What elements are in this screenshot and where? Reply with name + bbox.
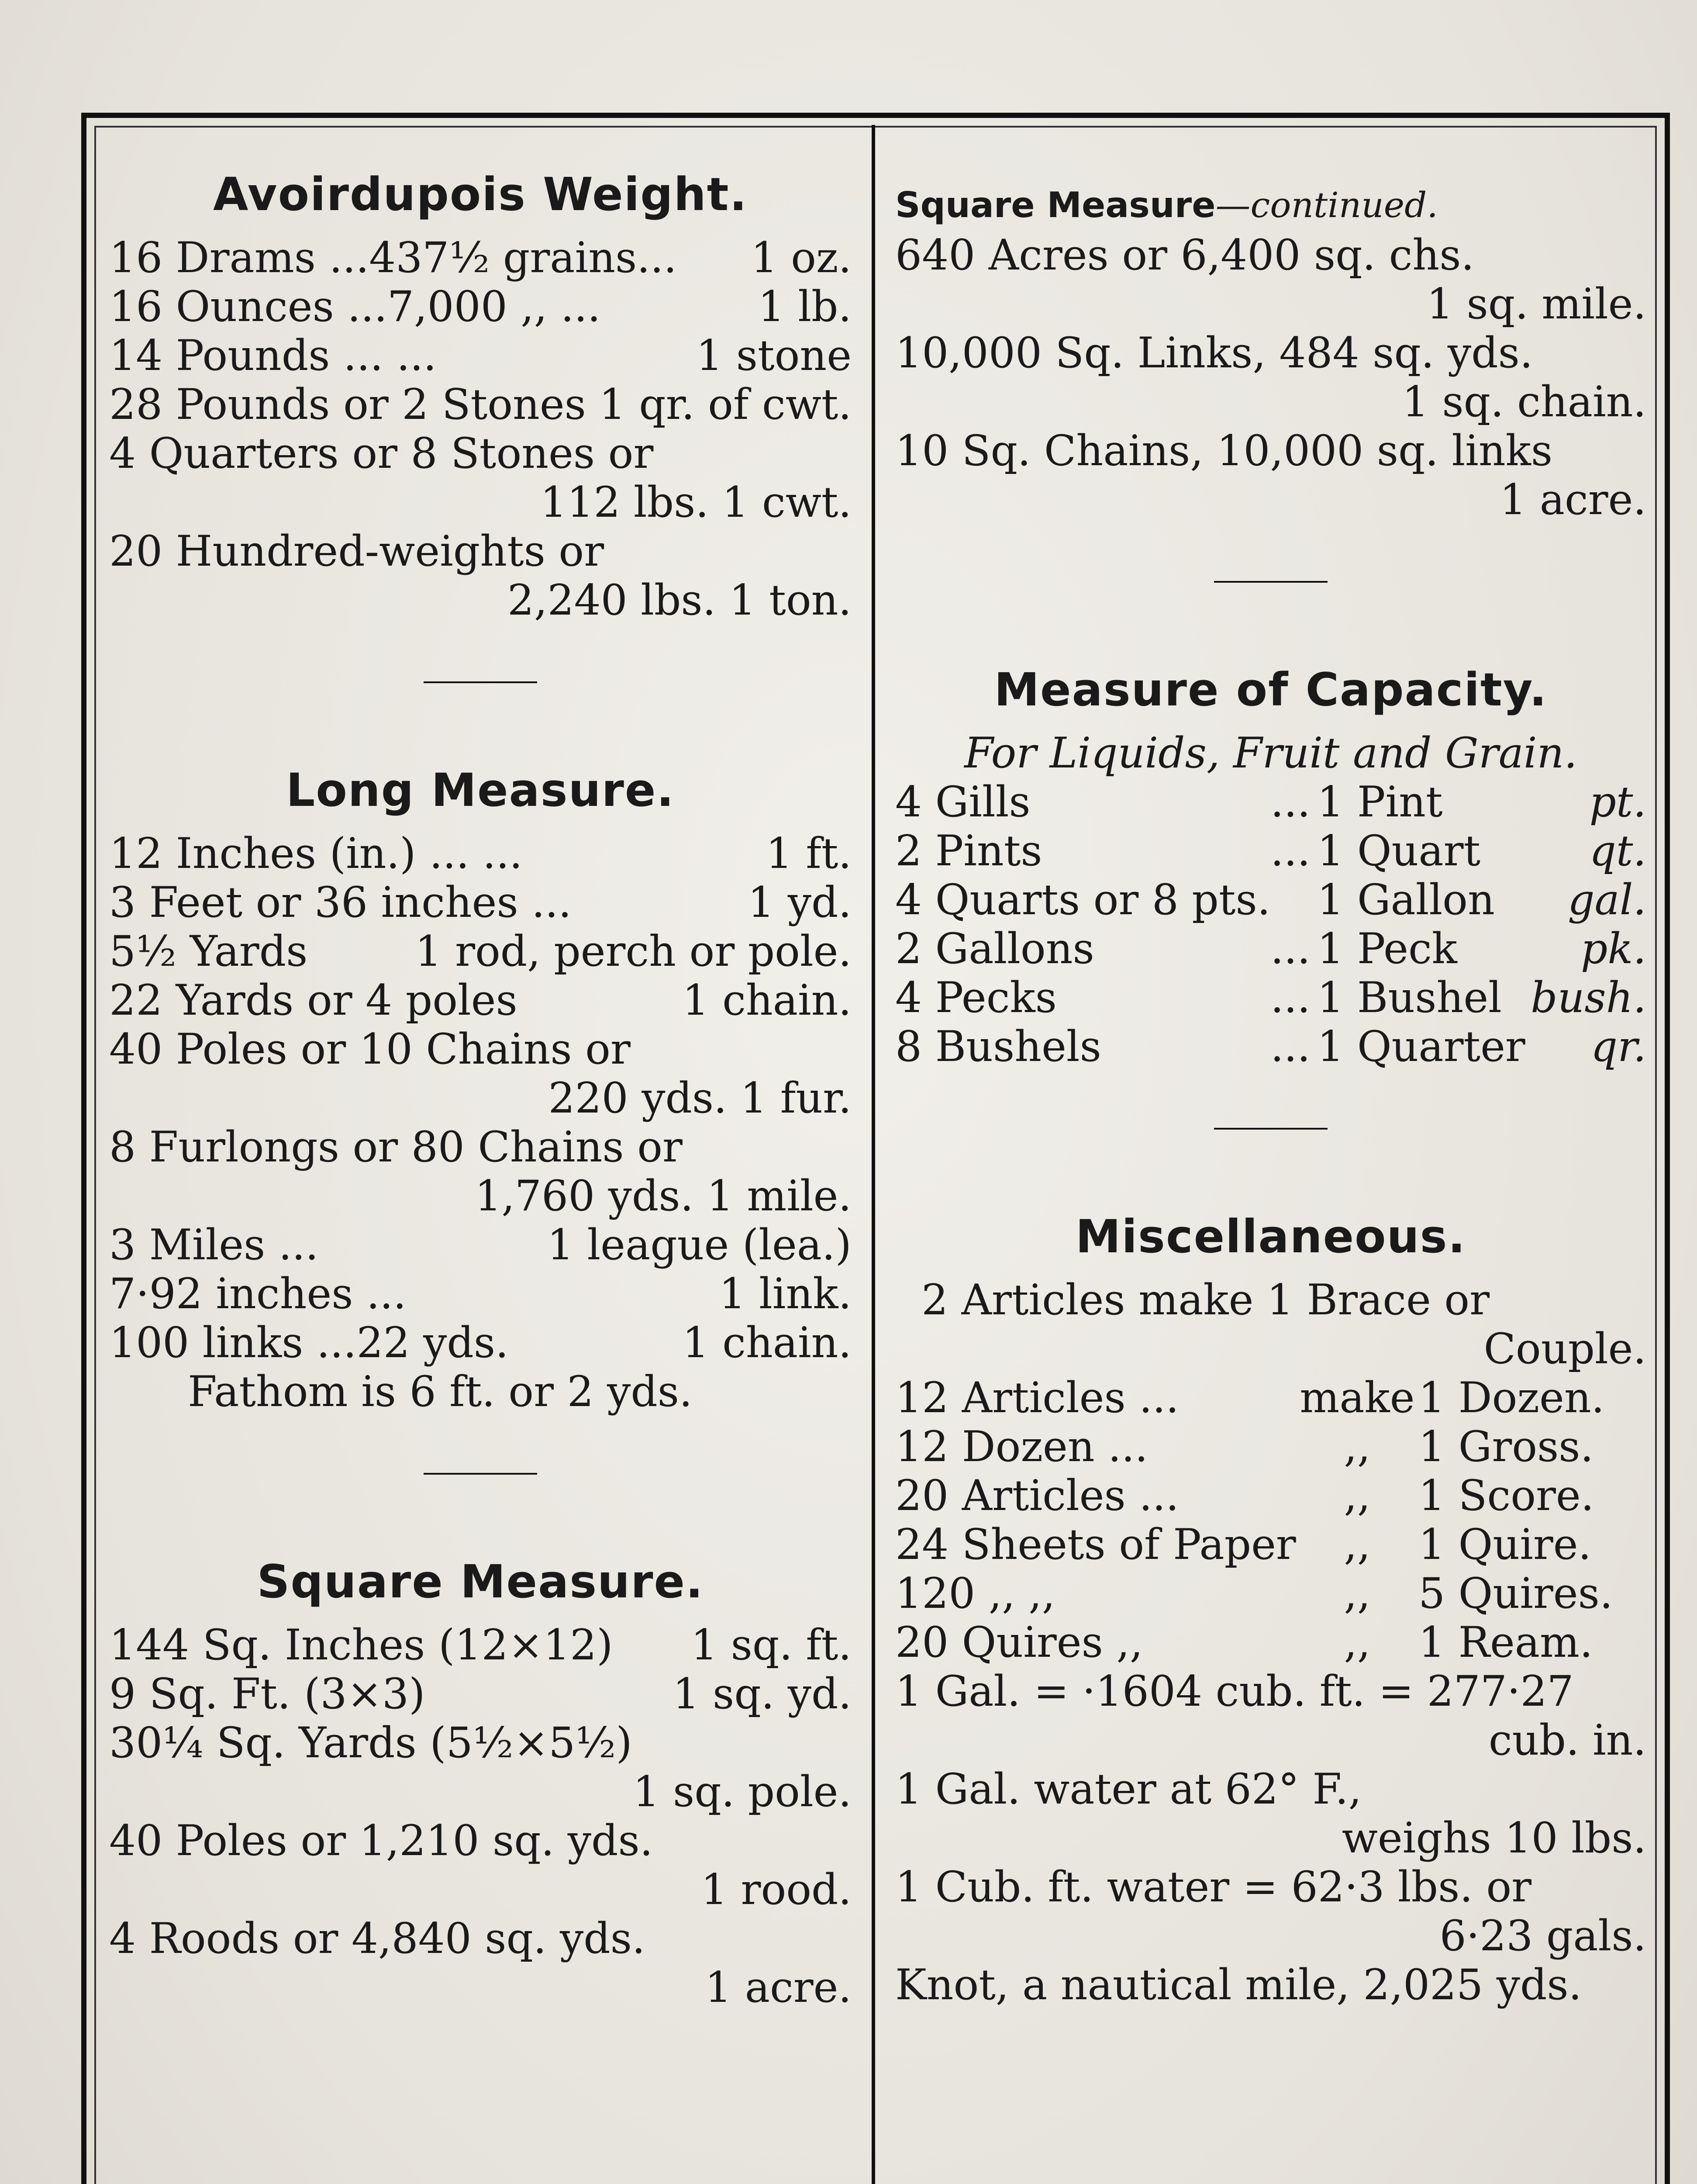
table-row	[109, 1318, 852, 1367]
table-cell: 2 Pints	[895, 826, 1042, 875]
table-cell: ,,	[1344, 1618, 1371, 1667]
table-row	[109, 1963, 852, 2012]
table-row	[109, 1074, 852, 1123]
row-right: 1 league (lea.)	[547, 1220, 852, 1269]
row-right: 1 stone	[696, 331, 852, 380]
square-measure-table	[109, 1621, 852, 2012]
avoirdupois-table	[109, 233, 852, 625]
table-cell: ...	[1270, 924, 1311, 973]
left-column	[109, 166, 852, 2012]
table-row	[895, 231, 1646, 280]
row-left	[895, 377, 1402, 426]
table-cell: 20 Quires ,,	[895, 1618, 1143, 1667]
table-row	[109, 1621, 852, 1669]
row-right: 1 rod, perch or pole.	[415, 927, 852, 976]
table-cell: 4 Pecks	[895, 973, 1057, 1022]
table-cell: 1 Quart	[1317, 826, 1481, 875]
table-cell: bush.	[1531, 973, 1646, 1022]
table-cell: 8 Bushels	[895, 1022, 1101, 1071]
row-right: 1 ft.	[766, 829, 852, 878]
capacity-table	[895, 778, 1646, 1071]
column-divider	[872, 125, 875, 2184]
row-right: 1 link.	[719, 1269, 852, 1318]
long-measure-heading: Long Measure.	[286, 764, 675, 817]
table-row	[109, 1718, 852, 1767]
table-row	[109, 1171, 852, 1220]
table-row	[109, 1669, 852, 1718]
table-row	[895, 1569, 1646, 1618]
table-row	[895, 826, 1646, 875]
row-left: 16 Drams ...437½ grains...	[109, 233, 677, 282]
misc-gal-line: 1 Gal. = ·1604 cub. ft. = 277·27	[895, 1667, 1574, 1716]
table-row	[109, 1220, 852, 1269]
row-right: 1 sq. ft.	[691, 1621, 852, 1669]
row-left: 144 Sq. Inches (12×12)	[109, 1621, 613, 1669]
table-row	[895, 1520, 1646, 1569]
table-row	[109, 429, 852, 478]
table-cell: ,,	[1344, 1520, 1371, 1569]
table-row	[895, 924, 1646, 973]
misc-table	[895, 1373, 1646, 1667]
row-left	[895, 280, 1427, 328]
table-cell: gal.	[1568, 875, 1646, 924]
misc-water-line: 1 Gal. water at 62° F.,	[895, 1765, 1362, 1814]
table-row	[895, 475, 1646, 524]
row-right: 1 sq. chain.	[1402, 377, 1646, 426]
table-cell: 2 Gallons	[895, 924, 1094, 973]
row-left	[109, 576, 507, 625]
row-left	[109, 1963, 705, 2012]
table-row	[895, 1022, 1646, 1071]
row-left: 3 Feet or 36 inches ...	[109, 878, 572, 927]
table-cell: 20 Articles ...	[895, 1471, 1179, 1520]
misc-cub-line: 1 Cub. ft. water = 62·3 lbs. or	[895, 1863, 1532, 1911]
table-cell: 120 ,, ,,	[895, 1569, 1055, 1618]
row-right: 2,240 lbs. 1 ton.	[507, 576, 852, 625]
row-left: 640 Acres or 6,400 sq. chs.	[895, 231, 1474, 280]
row-left	[109, 1074, 548, 1123]
table-cell: 1 Dozen.	[1418, 1373, 1605, 1422]
row-left	[109, 1767, 633, 1816]
row-left: 30¼ Sq. Yards (5½×5½)	[109, 1718, 632, 1767]
table-cell: 1 Ream.	[1418, 1618, 1593, 1667]
table-row	[895, 328, 1646, 377]
row-right: 1 rood.	[700, 1865, 852, 1914]
row-left: 7·92 inches ...	[109, 1269, 407, 1318]
table-cell: 12 Dozen ...	[895, 1422, 1148, 1471]
misc-heading: Miscellaneous.	[1075, 1210, 1466, 1263]
table-cell	[1270, 875, 1317, 924]
table-row	[109, 1025, 852, 1074]
row-right: 1 sq. pole.	[633, 1767, 852, 1816]
row-right: 1 sq. yd.	[673, 1669, 852, 1718]
table-row	[109, 976, 852, 1025]
table-row	[895, 1373, 1646, 1422]
table-cell: 1 Bushel	[1317, 973, 1502, 1022]
row-left: 22 Yards or 4 poles	[109, 976, 517, 1025]
table-row	[109, 478, 852, 527]
table-cell: 4 Gills	[895, 778, 1031, 826]
square-continued-title: Square Measure	[895, 185, 1216, 225]
table-row	[895, 778, 1646, 826]
table-cell: 1 Quire.	[1418, 1520, 1592, 1569]
table-cell: 4 Quarts or 8 pts.	[895, 875, 1271, 924]
table-cell: make	[1300, 1373, 1415, 1422]
table-row	[895, 1471, 1646, 1520]
capacity-heading: Measure of Capacity.	[994, 663, 1548, 716]
table-cell: 24 Sheets of Paper	[895, 1520, 1296, 1569]
table-row	[109, 331, 852, 380]
section-divider	[424, 1473, 537, 1475]
row-left: 10 Sq. Chains, 10,000 sq. links	[895, 426, 1553, 475]
table-row	[109, 1767, 852, 1816]
row-right: 112 lbs. 1 cwt.	[540, 478, 852, 527]
misc-brace-line: 2 Articles make 1 Brace or	[921, 1275, 1490, 1324]
table-cell: ,,	[1344, 1569, 1371, 1618]
table-cell: 1 Score.	[1418, 1471, 1594, 1520]
table-row	[895, 973, 1646, 1022]
misc-knot-line: Knot, a nautical mile, 2,025 yds.	[895, 1960, 1582, 2009]
table-row	[109, 1816, 852, 1865]
table-cell: pk.	[1580, 924, 1646, 973]
table-row	[895, 1422, 1646, 1471]
row-left: 20 Hundred-weights or	[109, 527, 604, 576]
fathom-line: Fathom is 6 ft. or 2 yds.	[188, 1367, 693, 1416]
table-row	[895, 426, 1646, 475]
table-row	[109, 576, 852, 625]
table-cell: qr.	[1590, 1022, 1646, 1071]
section-divider	[1214, 581, 1328, 583]
row-left: 9 Sq. Ft. (3×3)	[109, 1669, 425, 1718]
table-cell: ...	[1270, 826, 1311, 875]
row-left: 4 Roods or 4,840 sq. yds.	[109, 1914, 645, 1963]
square-continued-table	[895, 231, 1646, 524]
row-right: 1 sq. mile.	[1426, 280, 1646, 328]
table-cell: ,,	[1344, 1471, 1371, 1520]
row-right: 1 acre.	[705, 1963, 852, 2012]
row-left: 28 Pounds or 2 Stones	[109, 380, 586, 429]
row-left	[895, 475, 1500, 524]
right-column	[895, 183, 1646, 2009]
table-row	[109, 233, 852, 282]
capacity-subtitle: For Liquids, Fruit and Grain.	[964, 729, 1577, 778]
row-right: 1 lb.	[758, 282, 852, 331]
table-cell: ...	[1270, 1022, 1311, 1071]
long-measure-table	[109, 829, 852, 1367]
table-row	[109, 927, 852, 976]
row-right: 1 chain.	[682, 1318, 852, 1367]
row-right: 1,760 yds. 1 mile.	[475, 1171, 852, 1220]
section-divider	[1214, 1128, 1328, 1130]
section-divider	[424, 681, 537, 683]
table-row	[895, 280, 1646, 328]
row-left: 12 Inches (in.) ... ...	[109, 829, 523, 878]
row-right: 1 chain.	[682, 976, 852, 1025]
row-left: 3 Miles ...	[109, 1220, 319, 1269]
row-right: 1 yd.	[748, 878, 852, 927]
table-row	[109, 829, 852, 878]
table-cell: ...	[1270, 778, 1311, 826]
table-cell: 1 Peck	[1317, 924, 1457, 973]
table-cell: 12 Articles ...	[895, 1373, 1179, 1422]
row-left: 4 Quarters or 8 Stones or	[109, 429, 654, 478]
row-left: 40 Poles or 1,210 sq. yds.	[109, 1816, 653, 1865]
square-continued-suffix: —continued.	[1215, 185, 1438, 225]
misc-water-line-2: weighs 10 lbs.	[1342, 1814, 1646, 1863]
square-measure-heading: Square Measure.	[257, 1555, 704, 1608]
table-cell: 5 Quires.	[1418, 1569, 1613, 1618]
row-left: 8 Furlongs or 80 Chains or	[109, 1123, 683, 1171]
table-row	[109, 1865, 852, 1914]
table-row	[895, 377, 1646, 426]
row-right: 1 oz.	[751, 233, 852, 282]
table-row	[109, 1269, 852, 1318]
table-row	[109, 1914, 852, 1963]
square-continued-heading	[895, 183, 1646, 227]
table-row	[109, 380, 852, 429]
table-cell: pt.	[1589, 778, 1646, 826]
row-left: 5½ Yards	[109, 927, 308, 976]
misc-brace-line-2: Couple.	[1483, 1324, 1646, 1373]
row-left: 16 Ounces ...7,000 ,, ...	[109, 282, 601, 331]
row-left: 14 Pounds ... ...	[109, 331, 437, 380]
row-right: 1 qr. of cwt.	[599, 380, 852, 429]
table-cell: 1 Gross.	[1418, 1422, 1594, 1471]
avoirdupois-heading: Avoirdupois Weight.	[213, 168, 748, 221]
misc-gal-line-2: cub. in.	[1488, 1716, 1646, 1765]
table-cell: 1 Gallon	[1317, 875, 1495, 924]
table-cell: 1 Quarter	[1317, 1022, 1525, 1071]
row-left	[109, 478, 540, 527]
table-row	[109, 282, 852, 331]
row-left: 40 Poles or 10 Chains or	[109, 1025, 631, 1074]
table-row	[895, 1618, 1646, 1667]
row-right: 220 yds. 1 fur.	[548, 1074, 852, 1123]
table-cell: ...	[1270, 973, 1311, 1022]
table-row	[109, 1123, 852, 1171]
table-cell: qt.	[1589, 826, 1646, 875]
table-row	[895, 875, 1646, 924]
row-left: 100 links ...22 yds.	[109, 1318, 509, 1367]
table-cell: ,,	[1344, 1422, 1371, 1471]
table-cell: 1 Pint	[1317, 778, 1443, 826]
row-left	[109, 1171, 475, 1220]
row-left: 10,000 Sq. Links, 484 sq. yds.	[895, 328, 1533, 377]
row-left	[109, 1865, 701, 1914]
table-row	[109, 527, 852, 576]
row-right: 1 acre.	[1500, 475, 1646, 524]
misc-cub-line-2: 6·23 gals.	[1439, 1911, 1646, 1960]
table-row	[109, 878, 852, 927]
